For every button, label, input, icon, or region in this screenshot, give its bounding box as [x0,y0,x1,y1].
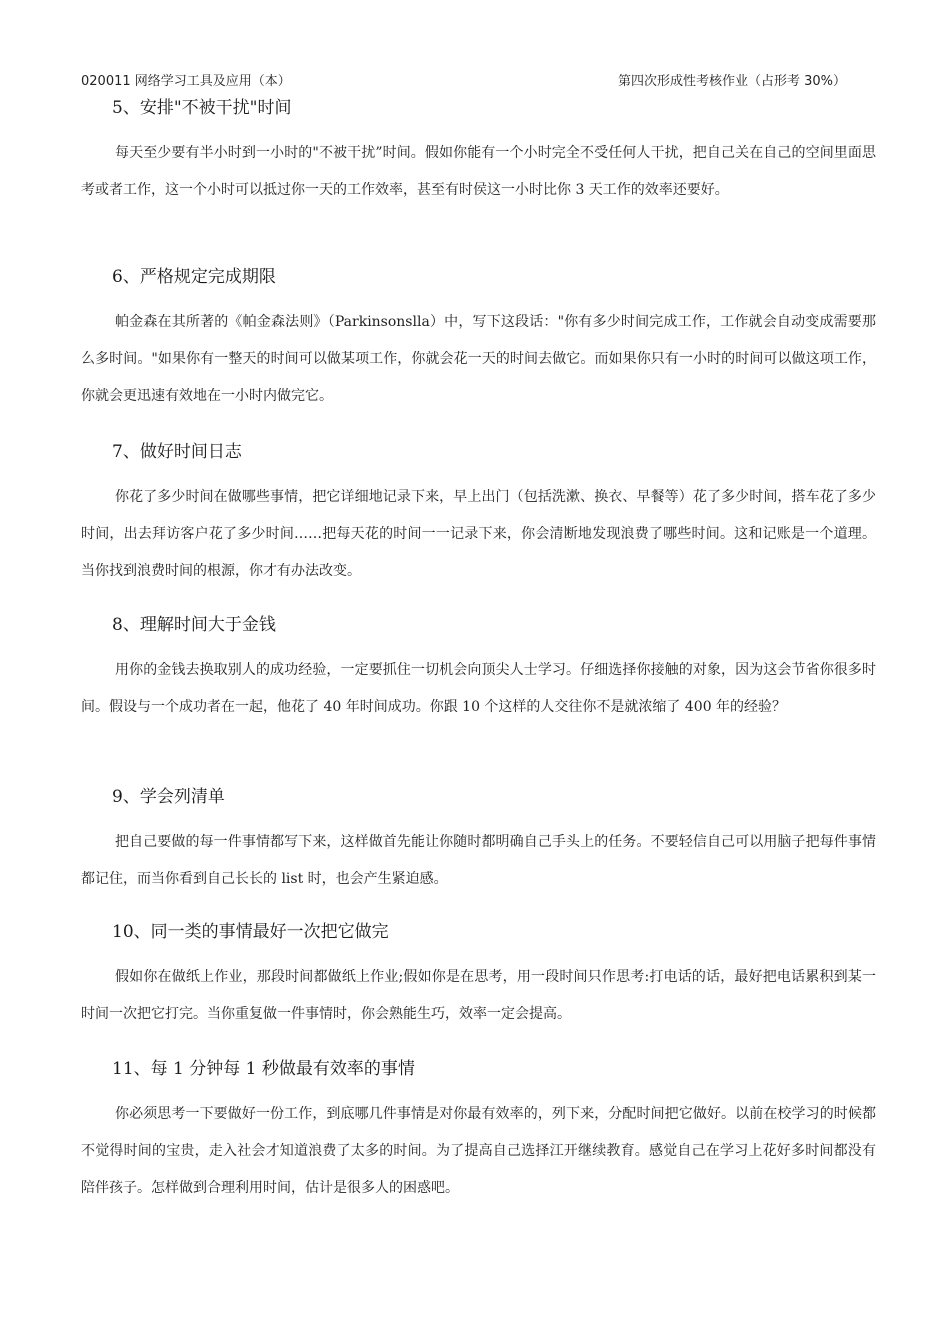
section-body: 把自己要做的每一件事情都写下来，这样做首先能让你随时都明确自己手头上的任务。不要轻信自己可以用脑子把每件事情都记住，而当你看到自己长长的 list 时，也会产生紧迫感。 [81,834,876,887]
section-heading: 6、严格规定完成期限 [112,267,276,287]
section-heading: 10、同一类的事情最好一次把它做完 [112,922,389,942]
section-body: 你必须思考一下要做好一份工作，到底哪几件事情是对你最有效率的，列下来，分配时间把它做好。以前在校学习的时候都不觉得时间的宝贵，走入社会才知道浪费了太多的时间。为了提高自己选择江开继续教育。感觉自己在学习上花好多时间都没有陪伴孩子。怎样做到合理利用时间，估计是很多人的困惑吧。 [81,1106,876,1196]
section-heading: 11、每 1 分钟每 1 秒做最有效率的事情 [112,1059,415,1079]
section-9 [81,785,876,898]
section-8 [81,613,876,726]
section-7 [81,440,876,590]
section-heading: 8、理解时间大于金钱 [112,615,276,635]
section-body: 用你的金钱去换取别人的成功经验，一定要抓住一切机会向顶尖人士学习。仔细选择你接触的对象，因为这会节省你很多时间。假设与一个成功者在一起，他花了 40 年时间成功。你跟 10 个这样的人交往你不是就浓缩了 400 年的经验？ [81,662,876,715]
section-body: 假如你在做纸上作业，那段时间都做纸上作业;假如你是在思考，用一段时间只作思考:打电话的话，最好把电话累积到某一时间一次把它打完。当你重复做一件事情时，你会熟能生巧，效率一定会提高。 [81,969,876,1022]
section-heading: 9、学会列清单 [112,787,225,807]
section-10 [81,920,876,1033]
section-body: 帕金森在其所著的《帕金森法则》（Parkinsonslla）中，写下这段话："你有多少时间完成工作，工作就会自动变成需要那么多时间。"如果你有一整天的时间可以做某项工作，你就会花一天的时间去做它。而如果你只有一小时的时间可以做这项工作，你就会更迅速有效地在一小时内做完它。 [81,314,876,404]
section-6 [81,265,876,415]
section-heading: 5、安排"不被干扰"时间 [112,98,292,118]
course-title: 020011 网络学习工具及应用（本） [81,74,291,89]
page-header [81,70,846,90]
section-11 [81,1057,876,1207]
section-5 [81,96,876,209]
assignment-title: 第四次形成性考核作业（占形考 30%） [617,74,846,89]
section-body: 你花了多少时间在做哪些事情，把它详细地记录下来，早上出门（包括洗漱、换衣、早餐等）花了多少时间，搭车花了多少时间，出去拜访客户花了多少时间……把每天花的时间一一记录下来，你会清断地发现浪费了哪些时间。这和记账是一个道理。当你找到浪费时间的根源，你才有办法改变。 [81,489,876,579]
section-body: 每天至少要有半小时到一小时的"不被干扰”时间。假如你能有一个小时完全不受任何人干扰，把自己关在自己的空间里面思考或者工作，这一个小时可以抵过你一天的工作效率，甚至有时侯这一小时比你 3 天工作的效率还要好。 [81,145,876,198]
section-heading: 7、做好时间日志 [112,442,242,462]
